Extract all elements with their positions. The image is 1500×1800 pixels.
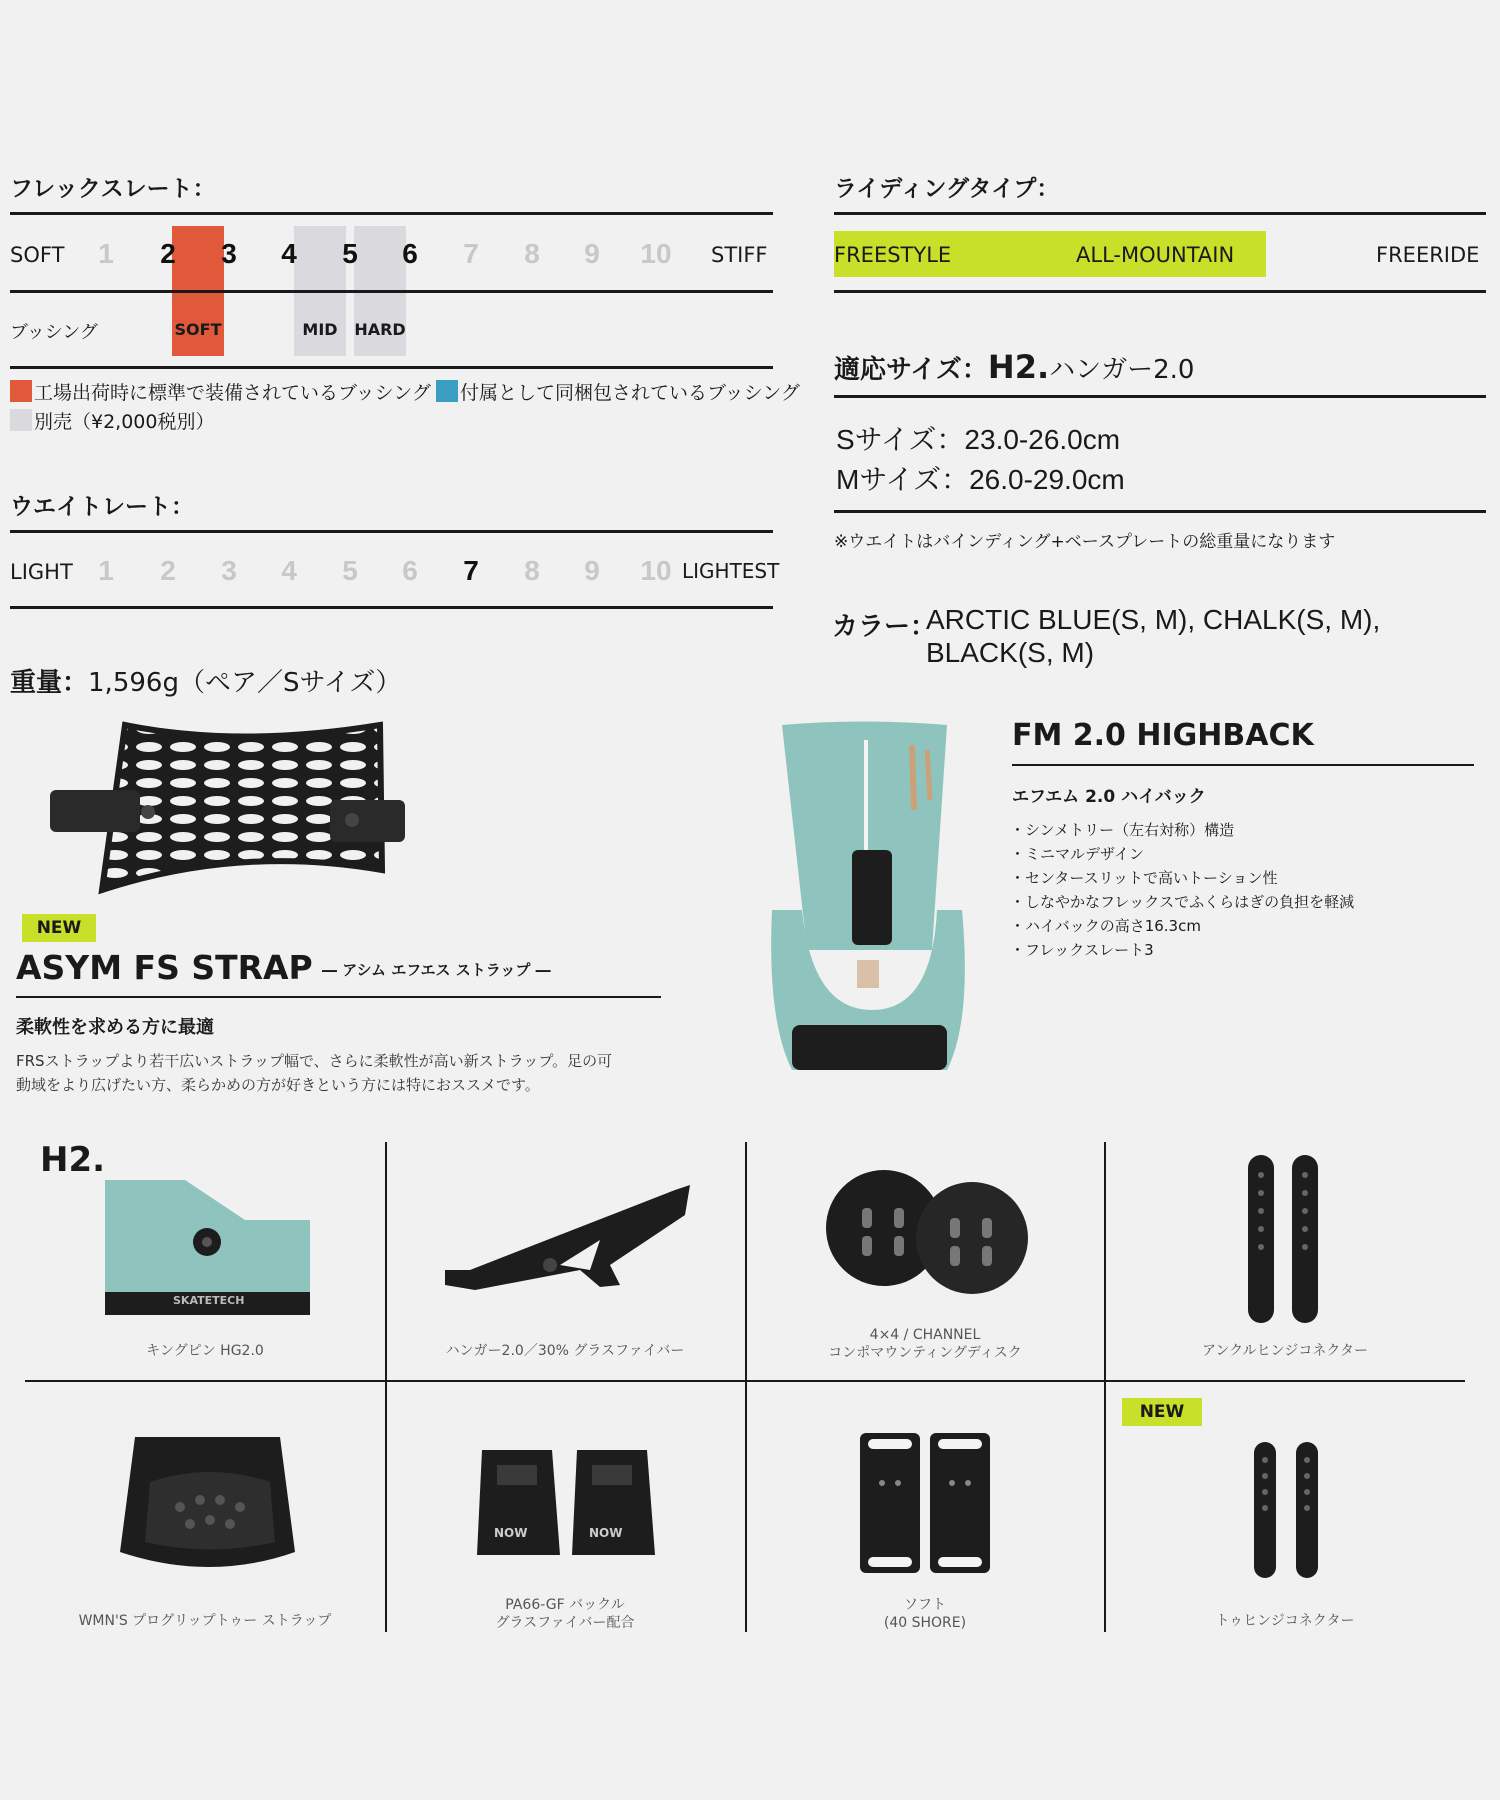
divider: [10, 290, 773, 293]
weight-left-label: LIGHT: [10, 560, 73, 584]
divider: [10, 366, 773, 369]
weight-value: 1,596g（ペア／Sサイズ）: [88, 668, 402, 698]
weight-number: 5: [342, 555, 358, 586]
color-line-2: BLACK(S, M): [926, 637, 1095, 668]
mounting-discs-image: [822, 1170, 1032, 1295]
disc-caption-1: 4×4 / CHANNEL: [869, 1327, 981, 1343]
riding-freeride: FREERIDE: [1376, 243, 1480, 267]
grid-line: [25, 1380, 1465, 1382]
weight-number: 10: [640, 555, 672, 586]
color-label: カラー：: [832, 612, 937, 642]
legend-factory-text: 工場出荷時に標準で装備されているブッシング: [34, 382, 431, 404]
weight-right-label: LIGHTEST: [682, 559, 780, 583]
buckle-caption-2: グラスファイバー配合: [495, 1615, 635, 1631]
binding-image: [762, 720, 977, 1100]
legend-included-text: 付属として同梱包されているブッシング: [460, 382, 800, 404]
weight-number-selected: 7: [463, 555, 479, 586]
buckles-image: [472, 1440, 662, 1575]
hanger-image: [440, 1185, 695, 1295]
hanger-caption: ハンガー2.0／30% グラスファイバー: [445, 1343, 685, 1359]
divider: [1012, 764, 1474, 766]
disc-caption-2: コンポマウンティングディスク: [828, 1345, 1022, 1361]
flex-number: 4: [281, 238, 297, 269]
ankle-caption: アンクルヒンジコネクター: [1201, 1343, 1369, 1359]
size-s: Sサイズ：23.0-26.0cm: [836, 424, 1121, 455]
flex-rate-title: フレックスレート：: [10, 176, 216, 202]
strap-body-2: 動域をより広げたい方、柔らかめの方が好きという方には特におススメです。: [16, 1076, 540, 1094]
weight-note: ※ウエイトはバインディング+ベースプレートの総重量になります: [834, 532, 1336, 552]
h2-grid-logo: H2.: [40, 1140, 106, 1180]
divider: [834, 510, 1486, 513]
legend-red-swatch: [10, 380, 32, 402]
legend-grey-swatch: [10, 409, 32, 431]
bushing-soft-label: SOFT: [174, 320, 222, 339]
divider: [10, 212, 773, 215]
divider: [10, 530, 773, 533]
asym-strap-image: [30, 720, 430, 905]
color-line-1: ARCTIC BLUE(S, M), CHALK(S, M),: [926, 604, 1381, 635]
soft-pads-image: [860, 1433, 990, 1575]
highback-bullet: ・ハイバックの高さ16.3cm: [1010, 917, 1201, 935]
buckle-caption-1: PA66-GF バックル: [505, 1597, 625, 1613]
divider: [16, 996, 661, 998]
highback-bullet: ・フレックスレート3: [1010, 941, 1154, 959]
weight-number: 6: [402, 555, 418, 586]
toe-hinge-caption: トゥヒンジコネクター: [1215, 1613, 1355, 1629]
bushing-label: ブッシング: [10, 322, 98, 343]
weight-number: 1: [98, 555, 114, 586]
weight-number: 9: [584, 555, 600, 586]
riding-all-mountain: ALL-MOUNTAIN: [1076, 243, 1235, 267]
legend-blue-swatch: [436, 380, 458, 402]
soft-caption-2: (40 SHORE): [883, 1615, 967, 1631]
weight-number: 3: [221, 555, 237, 586]
flex-number: 1: [98, 238, 114, 269]
soft-caption-1: ソフト: [904, 1597, 946, 1613]
skatetech-label: SKATETECH: [173, 1294, 245, 1307]
weight-rate-title: ウエイトレート：: [10, 494, 194, 520]
divider: [834, 290, 1486, 293]
new-badge: NEW: [1122, 1398, 1202, 1426]
flex-left-label: SOFT: [10, 243, 65, 267]
riding-type-title: ライディングタイプ：: [834, 176, 1060, 202]
now-logo: NOW: [494, 1526, 528, 1540]
riding-freestyle: FREESTYLE: [834, 243, 952, 267]
toe-strap-image: [110, 1432, 305, 1582]
weight-number: 2: [160, 555, 176, 586]
flex-number: 5: [342, 238, 358, 269]
flex-number: 2: [160, 238, 176, 269]
weight-number: 4: [281, 555, 297, 586]
flex-number: 9: [584, 238, 600, 269]
flex-number: 8: [524, 238, 540, 269]
weight-label: 重量：: [10, 668, 89, 698]
highback-bullets: [1010, 818, 1354, 962]
kingpin-caption: キングピン HG2.0: [146, 1343, 264, 1359]
h2-logo: H2.: [987, 348, 1050, 386]
flex-number: 10: [640, 238, 672, 269]
highback-bullet: ・センタースリットで高いトーション性: [1010, 869, 1278, 887]
grid-line: [1104, 1142, 1106, 1632]
weight-row: [10, 662, 401, 699]
highback-bullet: ・シンメトリー（左右対称）構造: [1010, 821, 1235, 839]
grid-line: [745, 1142, 747, 1632]
flex-number: 3: [221, 238, 237, 269]
toe-strap-caption: WMN'S プログリップトゥー ストラップ: [78, 1613, 332, 1629]
weight-number: 8: [524, 555, 540, 586]
highback-bullet: ・しなやかなフレックスでふくらはぎの負担を軽減: [1010, 893, 1355, 911]
divider: [10, 606, 773, 609]
grid-line: [385, 1142, 387, 1632]
now-logo: NOW: [589, 1526, 623, 1540]
highback-bullet: ・ミニマルデザイン: [1010, 845, 1144, 863]
kingpin-image: [105, 1180, 310, 1320]
new-badge: NEW: [22, 914, 96, 942]
divider: [834, 395, 1486, 398]
strap-title: ASYM FS STRAP: [16, 948, 313, 987]
strap-body-1: FRSストラップより若干広いストラップ幅で、さらに柔軟性が高い新ストラップ。足の可: [16, 1052, 613, 1070]
size-label: 適応サイズ：: [834, 355, 988, 385]
divider: [834, 212, 1486, 215]
hanger-text: ハンガー2.0: [1049, 355, 1195, 385]
size-m: Mサイズ：26.0-29.0cm: [836, 464, 1125, 495]
highback-subtitle: エフエム 2.0 ハイバック: [1012, 787, 1206, 807]
bushing-hard-label: HARD: [354, 320, 406, 339]
legend-sold-text: 別売（¥2,000税別）: [34, 411, 215, 433]
size-row: [834, 348, 1194, 386]
bushing-mid-label: MID: [302, 320, 338, 339]
flex-number: 7: [463, 238, 479, 269]
strap-subtitle: ― アシム エフエス ストラップ ―: [322, 961, 551, 979]
strap-headline: 柔軟性を求める方に最適: [16, 1017, 214, 1038]
flex-number: 6: [402, 238, 418, 269]
toe-connector-image: [1252, 1442, 1322, 1582]
flex-right-label: STIFF: [711, 243, 768, 267]
ankle-connector-image: [1246, 1155, 1326, 1325]
highback-title: FM 2.0 HIGHBACK: [1012, 718, 1314, 753]
